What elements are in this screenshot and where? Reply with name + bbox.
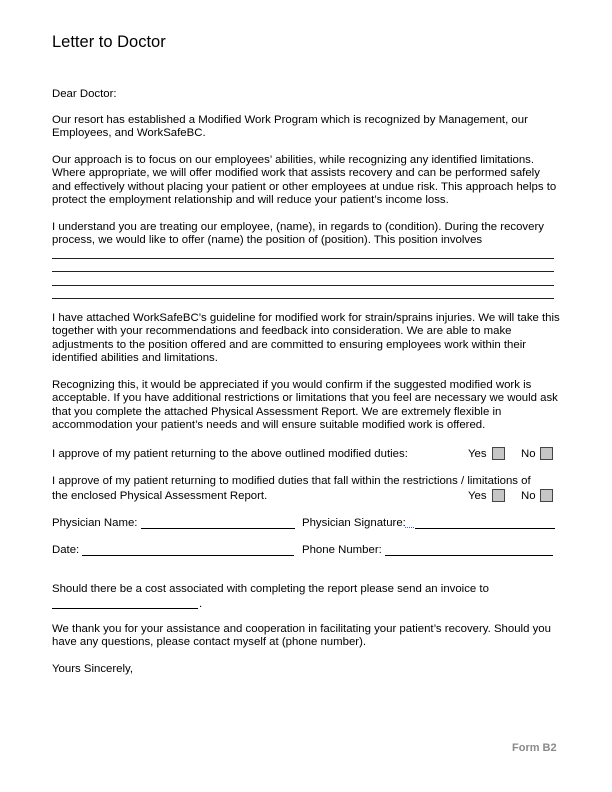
- position-description-line-3[interactable]: [52, 285, 554, 286]
- paragraph-confirmation: Recognizing this, it would be appreciated if you would confirm if the suggested modified work is acceptable. If you have additional restrictions or limitations that you feel are necessary we would ask that you complete the attached Physical Assessment Report. We are extremely flexible in accommodation your patient’s needs and will ensure suitable modified work is offered.: [52, 379, 558, 432]
- paragraph-approach: Our approach is to focus on our employees’ abilities, while recognizing any identified limitations. Where appropriate, we will offer modified work that assists recovery and can be performed safely and effectively without placing your patient or other employees at undue risk. This approach helps to protect the employment relationship and will reduce your patient’s income loss.: [52, 154, 557, 207]
- invoice-suffix: .: [199, 598, 203, 610]
- approval-1-yes-checkbox[interactable]: [492, 447, 505, 460]
- paragraph-guideline: I have attached WorkSafeBC’s guideline for modified work for strain/sprains injuries. We will take this together with your recommendations and feedback into consideration. We are able to make adjustments to the position offered and are committed to ensuring employees work within their identified abilities and limitations.: [52, 312, 560, 365]
- approval-2-text-line-1: I approve of my patient returning to modified duties that fall within the restrictions / limitations of: [52, 475, 531, 487]
- approval-1-no-checkbox[interactable]: [540, 447, 553, 460]
- sign-off: Yours Sincerely,: [52, 663, 134, 675]
- phone-number-label: Phone Number:: [302, 544, 382, 556]
- signature-field-marker-icon: [405, 527, 414, 528]
- approval-row-2-line-2: [52, 489, 556, 503]
- physician-name-label: Physician Name:: [52, 517, 138, 529]
- position-description-line-2[interactable]: [52, 271, 554, 272]
- approval-1-no-label: No: [521, 448, 536, 460]
- document-title: Letter to Doctor: [52, 33, 166, 51]
- phone-number-field[interactable]: [385, 555, 553, 556]
- invoice-text: Should there be a cost associated with completing the report please send an invoice to: [52, 583, 489, 595]
- position-description-line-4[interactable]: [52, 298, 554, 299]
- approval-row-1: [52, 447, 556, 461]
- physician-signature-label: Physician Signature:: [302, 517, 406, 529]
- invoice-recipient-field[interactable]: [52, 608, 198, 609]
- salutation: Dear Doctor:: [52, 88, 117, 100]
- approval-row-2-line-1: [52, 474, 556, 488]
- approval-2-no-checkbox[interactable]: [540, 489, 553, 502]
- paragraph-program: Our resort has established a Modified Work Program which is recognized by Management, our Employees, and WorkSafeBC.: [52, 114, 528, 140]
- position-description-line-1[interactable]: [52, 258, 554, 259]
- closing-paragraph: We thank you for your assistance and cooperation in facilitating your patient’s recovery. Should you have any questions, please contact myself at (phone number).: [52, 623, 551, 649]
- approval-1-text: I approve of my patient returning to the above outlined modified duties:: [52, 448, 408, 460]
- physician-signature-field[interactable]: [415, 528, 555, 529]
- date-label: Date:: [52, 544, 80, 556]
- physician-name-field[interactable]: [141, 528, 295, 529]
- approval-2-yes-checkbox[interactable]: [492, 489, 505, 502]
- date-field[interactable]: [82, 555, 294, 556]
- form-id-footer: Form B2: [512, 742, 557, 754]
- approval-2-no-label: No: [521, 490, 536, 502]
- approval-2-text-line-2: the enclosed Physical Assessment Report.: [52, 490, 268, 502]
- approval-2-yes-label: Yes: [468, 490, 487, 502]
- paragraph-position: I understand you are treating our employee, (name), in regards to (condition). During the recovery process, we would like to offer (name) the position of (position). This position involves: [52, 221, 544, 247]
- approval-1-yes-label: Yes: [468, 448, 487, 460]
